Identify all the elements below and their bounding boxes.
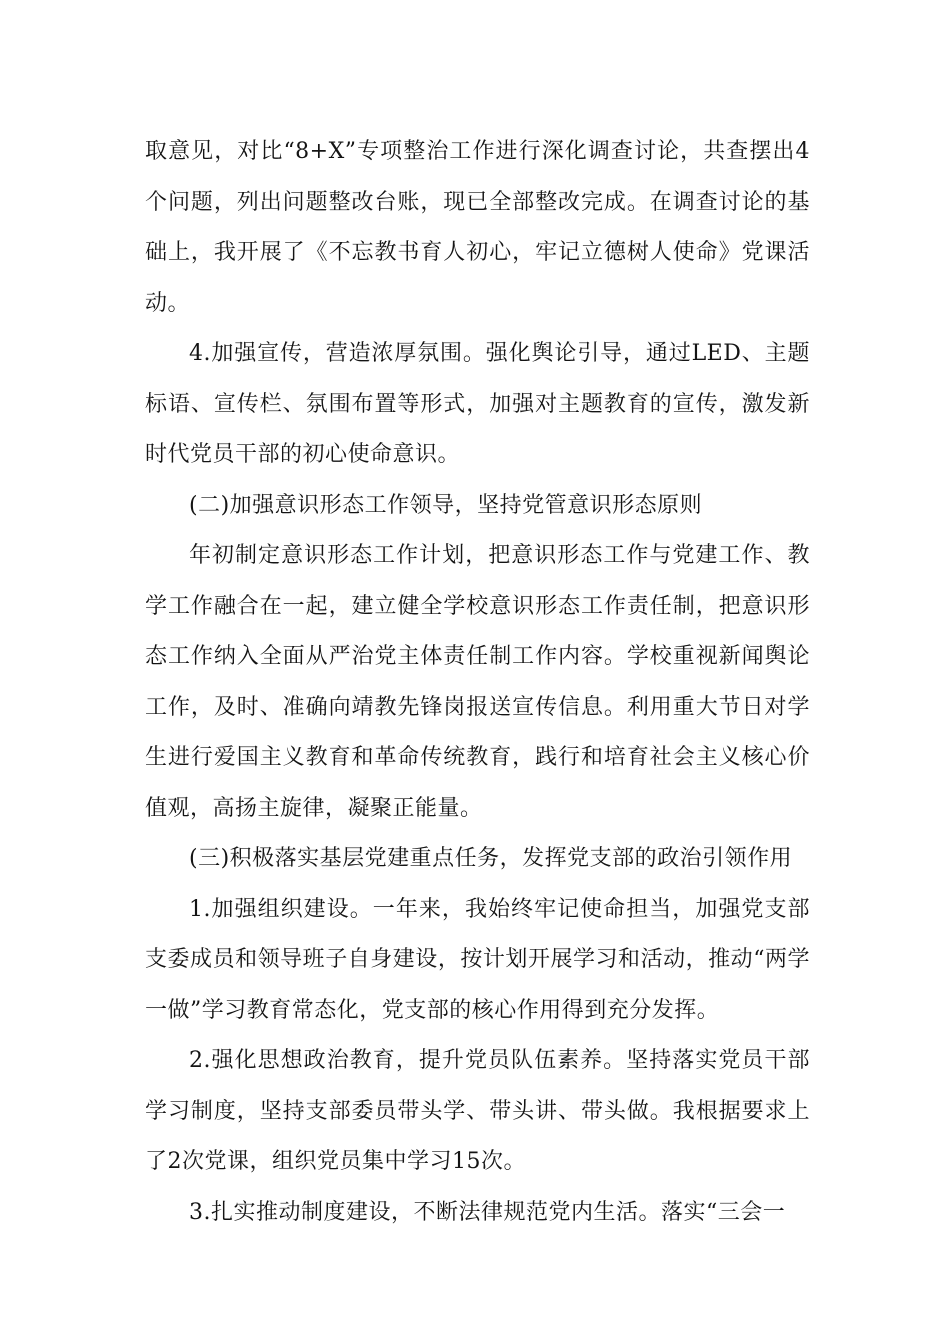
paragraph-4: 1.加强组织建设。一年来，我始终牢记使命担当，加强党支部支委成员和领导班子自身建设，按计划开展学习和活动，推动“两学一做”学习教育常态化，党支部的核心作用得到充分发挥。	[145, 896, 810, 1023]
section-heading-3: (三)积极落实基层党建重点任务，发挥党支部的政治引领作用	[189, 846, 793, 871]
paragraph-3: 年初制定意识形态工作计划，把意识形态工作与党建工作、教学工作融合在一起，建立健全学校意识形态工作责任制，把意识形态工作纳入全面从严治党主体责任制工作内容。学校重视新闻舆论工作，及时、准确向靖教先锋岗报送宣传信息。利用重大节日对学生进行爱国主义教育和革命传统教育，践行和培育社会主义核心价值观，高扬主旋律，凝聚正能量。	[145, 543, 810, 821]
document-body	[145, 127, 810, 1238]
section-heading-2: (二)加强意识形态工作领导，坚持党管意识形态原则	[189, 492, 703, 518]
paragraph-5: 2.强化思想政治教育，提升党员队伍素养。坚持落实党员干部学习制度，坚持支部委员带头学、带头讲、带头做。我根据要求上了2次党课，组织党员集中学习15次。	[145, 1048, 810, 1174]
paragraph-6: 3.扎实推动制度建设，不断法律规范党内生活。落实“三会一	[189, 1199, 786, 1225]
paragraph-2: 4.加强宣传，营造浓厚氛围。强化舆论引导，通过LED、主题标语、宣传栏、氛围布置等形式，加强对主题教育的宣传，激发新时代党员干部的初心使命意识。	[145, 341, 810, 467]
paragraph-1: 取意见，对比“8+X”专项整治工作进行深化调查讨论，共查摆出4个问题，列出问题整改台账，现已全部整改完成。在调查讨论的基础上，我开展了《不忘教书育人初心，牢记立德树人使命》党课活动。	[145, 139, 810, 316]
